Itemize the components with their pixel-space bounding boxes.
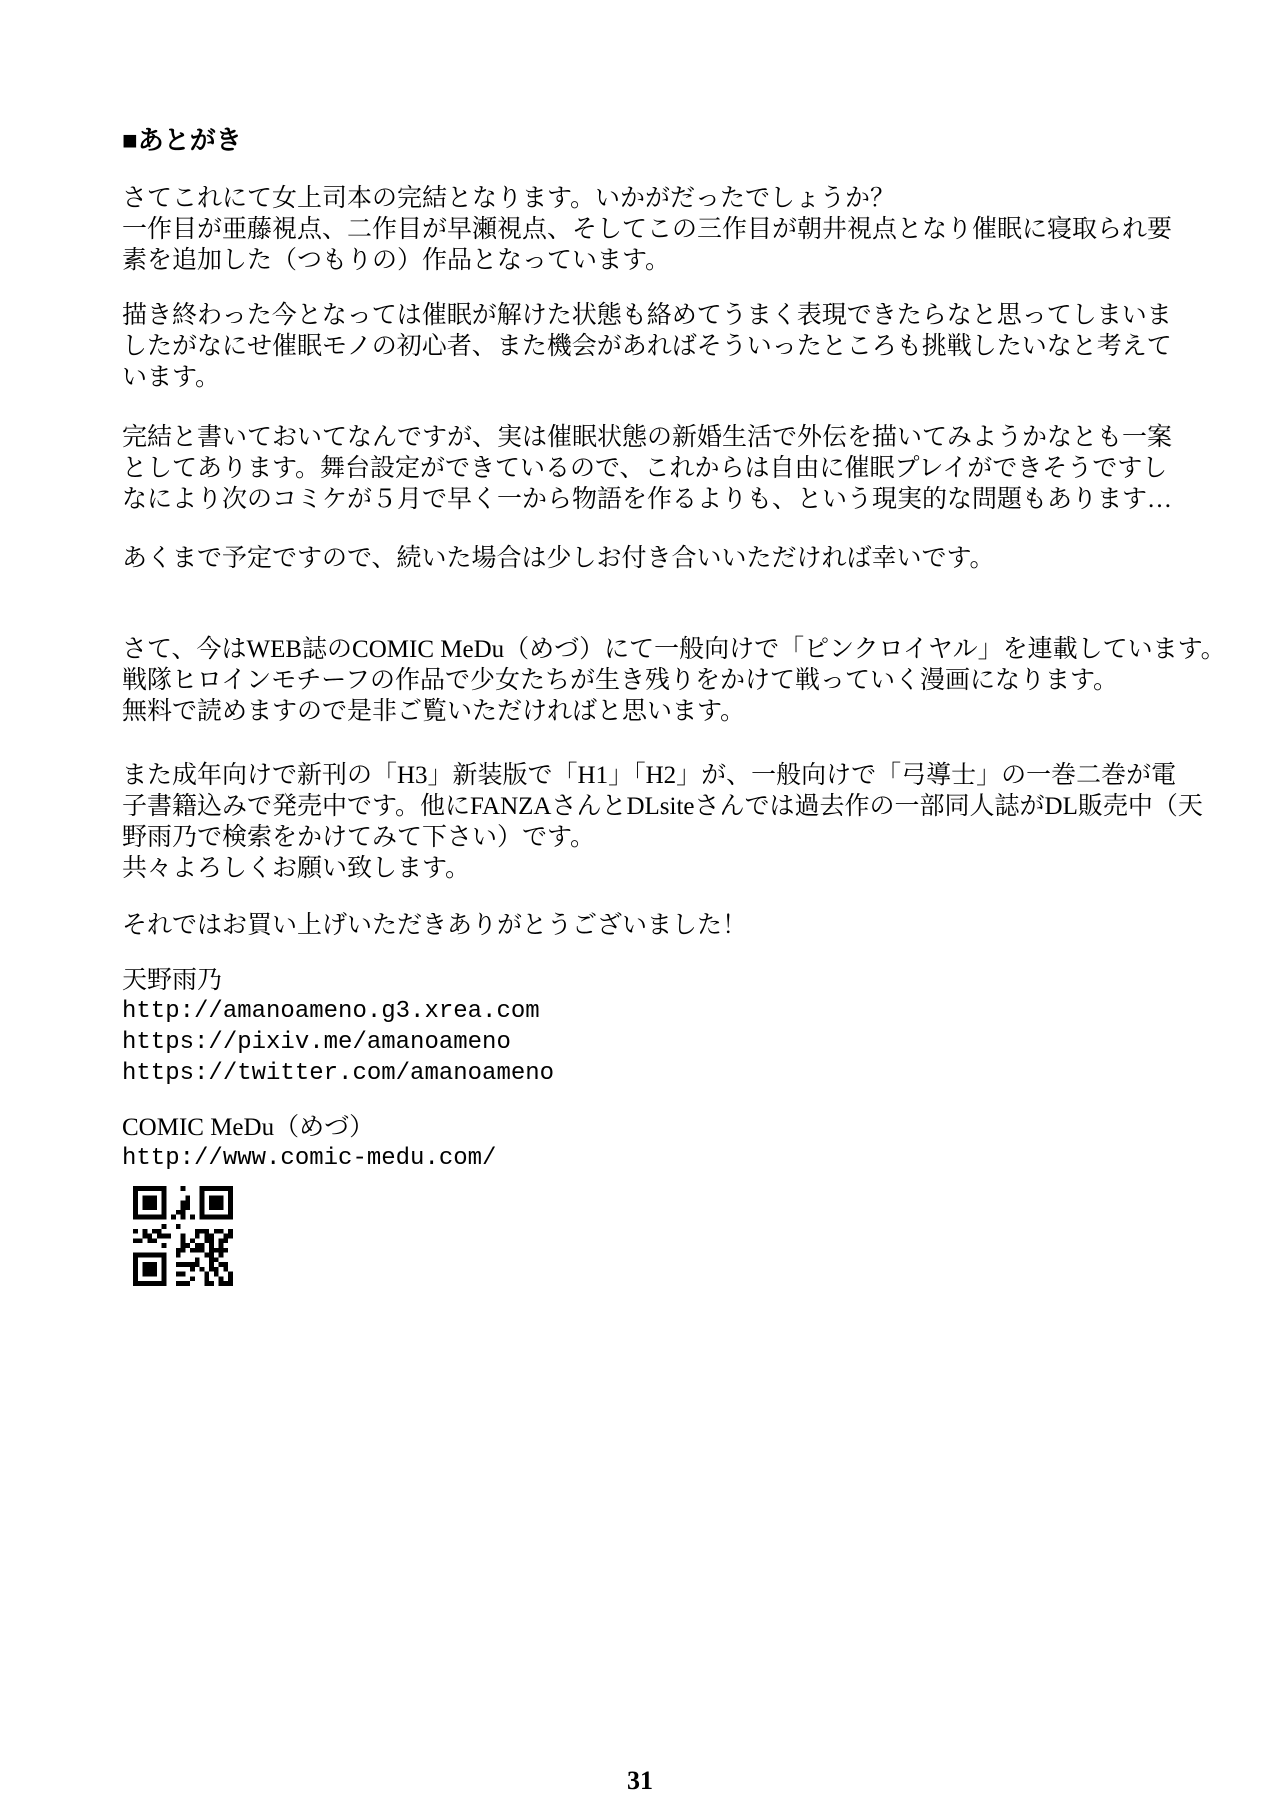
text-line: 戦隊ヒロインモチーフの作品で少女たちが生き残りをかけて戦っていく漫画になります。 bbox=[122, 667, 1119, 694]
page-number: 31 bbox=[627, 1766, 653, 1795]
author-website-url: http://amanoameno.g3.xrea.com bbox=[122, 998, 540, 1025]
publication-url: http://www.comic-medu.com/ bbox=[122, 1145, 497, 1172]
text-line: したがなにせ催眠モノの初心者、また機会があればそういったところも挑戦したいなと考えて bbox=[122, 333, 1172, 360]
text-line: 一作目が亜藤視点、二作目が早瀬視点、そしてこの三作目が朝井視点となり催眠に寝取られ要 bbox=[122, 216, 1173, 243]
paragraph-7 bbox=[122, 910, 747, 941]
text-line: 素を追加した（つもりの）作品となっています。 bbox=[122, 247, 671, 274]
author-name: 天野雨乃 bbox=[122, 967, 223, 994]
text-line: います。 bbox=[122, 364, 221, 391]
text-line: それではお買い上げいただきありがとうございました！ bbox=[122, 912, 748, 939]
text-line: 子書籍込みで発売中です。他にFANZAさんとDLsiteさんでは過去作の一部同人誌がDL販売中（天 bbox=[122, 793, 1203, 820]
text-line: なにより次のコミケが５月で早く一から物語を作るよりも、という現実的な問題もあります… bbox=[122, 486, 1173, 513]
qr-code-image bbox=[133, 1186, 233, 1286]
qr-code bbox=[133, 1186, 233, 1286]
text-line: 野雨乃で検索をかけてみて下さい）です。 bbox=[122, 824, 596, 851]
publication-name: COMIC MeDu（めづ） bbox=[122, 1114, 375, 1141]
text-line: また成年向けで新刊の「H3」新装版で「H1」「H2」が、一般向けで「弓導士」の一巻二巻が電 bbox=[122, 762, 1177, 789]
text-line: 共々よろしくお願い致します。 bbox=[122, 855, 471, 882]
publication-block bbox=[122, 1112, 496, 1174]
paragraph-1 bbox=[122, 183, 1172, 276]
text-line: としてあります。舞台設定ができているので、これからは自由に催眠プレイができそうですし bbox=[122, 455, 1168, 482]
paragraph-5 bbox=[122, 634, 1226, 727]
author-block bbox=[122, 965, 554, 1089]
author-twitter-url: https://twitter.com/amanoameno bbox=[122, 1060, 555, 1087]
text-line: さてこれにて女上司本の完結となります。いかがだったでしょうか？ bbox=[122, 185, 896, 212]
author-pixiv-url: https://pixiv.me/amanoameno bbox=[122, 1029, 511, 1056]
text-line: 無料で読めますので是非ご覧いただければと思います。 bbox=[122, 698, 746, 725]
paragraph-3 bbox=[122, 422, 1172, 515]
text-line: あくまで予定ですので、続いた場合は少しお付き合いいただければ幸いです。 bbox=[122, 545, 995, 572]
paragraph-4 bbox=[122, 543, 995, 574]
text-line: 完結と書いておいてなんですが、実は催眠状態の新婚生活で外伝を描いてみようかなとも一案 bbox=[122, 424, 1173, 451]
text-line: さて、今はWEB誌のCOMIC MeDu（めづ）にて一般向けで「ピンクロイヤル」を連載しています。 bbox=[122, 636, 1226, 663]
afterword-heading: ■あとがき bbox=[122, 126, 242, 155]
paragraph-6 bbox=[122, 760, 1203, 884]
text-line: 描き終わった今となっては催眠が解けた状態も絡めてうまく表現できたらなと思ってしまいま bbox=[122, 302, 1172, 329]
paragraph-2 bbox=[122, 300, 1172, 393]
